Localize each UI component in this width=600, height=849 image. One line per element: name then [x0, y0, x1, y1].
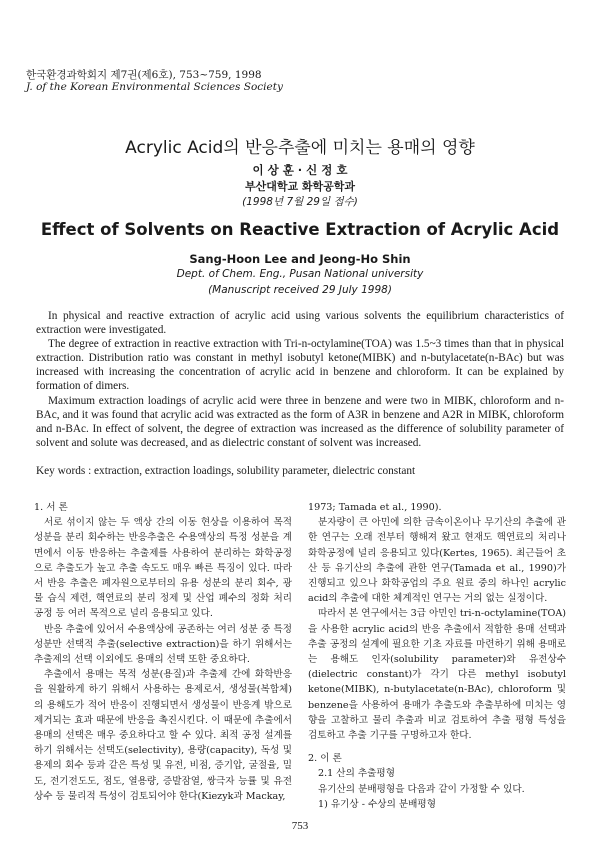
body-paragraph: 1973; Tamada et al., 1990).: [308, 502, 442, 513]
journal-citation: 한국환경과학회지 제7권(제6호), 753~759, 1998: [26, 69, 262, 81]
affiliation-english: Dept. of Chem. Eng., Pusan National university: [176, 268, 424, 280]
journal-name: J. of the Korean Environmental Sciences Society: [26, 81, 283, 93]
abstract-paragraph: In physical and reactive extraction of acrylic acid using various solvents the equilibrium characteristics of extraction were investigated.: [36, 310, 564, 337]
subsection-heading: 2.1 산의 추출평형: [318, 768, 395, 780]
right-column: [308, 500, 566, 812]
received-date-english: (Manuscript received 29 July 1998): [208, 284, 392, 296]
body-paragraph: 따라서 본 연구에서는 3급 아민인 tri-n-octylamine(TOA)을 사용한 acrylic acid의 반응 추출에서 적합한 용매 선택과 추출 공정의 설계에 필요한 기초 자료를 마련하기 위해 용매로는 용해도 인자(solubility parameter)와 유전상수(dielectric constant)가 각기 다른 methyl isobutyl ketone(MIBK), n-butylacetate(n-BAc), chloroform 및 benzene을 사용하여 용매가 추출도와 추출부하에 미치는 영향을 고찰하고 물리 추출과 비교 검토하여 추출 평형 특성을 검토하고 추출 기구를 구명하고자 한다.: [308, 608, 566, 742]
affiliation-korean: 부산대학교 화학공학과: [244, 180, 356, 193]
subsection-heading: 1) 유기상 - 수상의 분배평형: [318, 798, 436, 810]
section-heading: 1. 서 론: [34, 502, 68, 513]
body-paragraph: 서로 섞이지 않는 두 액상 간의 이동 현상을 이용하여 목적 성분을 분리 회수하는 반응추출은 수용액상의 특정 성분을 계면에서 이동 반응하는 추출제를 사용하여 분리하는 화학공정으로 추출도가 높고 추출 속도도 매우 빠른 특징이 있다. 따라서 반응 추출은 폐자원으로부터의 유용 성분의 분리 회수, 광물 습식 제련, 핵연료의 분리 정제 및 산업 폐수의 정화 처리 공정 등 여러 목적으로 널리 응용되고 있다.: [34, 517, 292, 620]
body-paragraph: 반응 추출에 있어서 수용액상에 공존하는 여러 성분 중 특정 성분만 선택적 추출(selective extraction)을 하기 위해서는 추출제의 선택 이외에도 용매의 선택 또한 중요하다.: [34, 623, 292, 666]
received-date-korean: (1998년 7월 29일 접수): [242, 196, 358, 208]
body-paragraph: 유기산의 분배평형을 다음과 같이 가정할 수 있다.: [318, 783, 525, 795]
title-english: Effect of Solvents on Reactive Extraction of Acrylic Acid: [40, 220, 560, 239]
authors-korean: 이 상 훈 · 신 정 호: [252, 163, 348, 177]
abstract-paragraph: The degree of extraction in reactive extraction with Tri-n-octylamine(TOA) was 1.5~3 times than that in physical extraction. Distribution ratio was constant in methyl isobutyl ketone(MIBK) and n-butylacetate(n-BAc) but was increased with increasing the concentration of acrylic acid in benzene and chloroform. It can be explained by formation of dimers.: [36, 338, 564, 393]
page-number: 753: [291, 820, 309, 832]
left-column: [34, 500, 292, 804]
abstract-paragraph: Maximum extraction loadings of acrylic acid were three in benzene and were two in MIBK, chloroform and n-BAc, and it was found that acrylic acid was extracted as the form of A3R in benzene and A2R in MIBK, chloroform and n-BAc. In effect of solvent, the degree of extraction was increased as the difference of solubility parameter of solvent and solute was decreased, and as dielectric constant of solvent was increased.: [36, 394, 564, 449]
body-paragraph: 분자량이 큰 아민에 의한 금속이온이나 무기산의 추출에 관한 연구는 오래 전부터 행해져 왔고 현재도 핵연료의 처리나 화학공정에 널리 응용되고 있다(Kertes, 1965). 최근들어 초산 등 유기산의 추출에 관한 연구(Tamada et al., 1990)가 진행되고 있으나 화학공업의 주요 원료 중의 하나인 acrylic acid의 추출에 대한 체계적인 연구는 거의 없는 실정이다.: [308, 517, 566, 605]
keywords: Key words : extraction, extraction loadings, solubility parameter, dielectric constant: [36, 465, 416, 477]
title-korean: Acrylic Acid의 반응추출에 미치는 용매의 영향: [125, 138, 475, 158]
body-paragraph: 추출에서 용매는 목적 성분(용질)과 추출제 간에 화학반응을 원활하게 하기 위해서 사용하는 용제로서, 생성물(복합체)의 용해도가 적어 반응이 진행되면서 생성물이 반응계 밖으로 제거되는 효과 때문에 반응을 촉진시킨다. 이 때문에 추출에서 용매의 선택은 매우 중요하다고 할 수 있다. 최적 공정 설계를 하기 위해서는 선택도(selectivity), 용량(capacity), 독성 및 용제의 회수 등과 같은 특성 및 유전, 비점, 증기압, 굴절율, 밀도, 전기전도도, 점도, 열용량, 증발잠열, 쌍극자 능률 및 유전상수 등 물리적 특성이 검토되어야 한다(Kiezyk과 Mackay,: [34, 669, 292, 802]
abstract: [36, 309, 564, 450]
section-heading: 2. 이 론: [308, 753, 342, 765]
authors-english: Sang-Hoon Lee and Jeong-Ho Shin: [189, 252, 411, 266]
